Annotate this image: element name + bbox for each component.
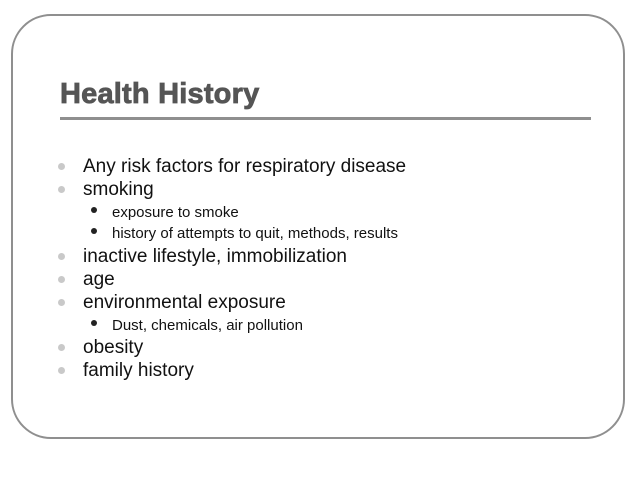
bullet-item-risk-factors: Any risk factors for respiratory disease xyxy=(83,156,407,177)
bullet-item-smoking: smoking xyxy=(83,179,154,200)
bullet-dot-icon xyxy=(58,299,65,306)
bullet-item-environmental-exposure: environmental exposure xyxy=(83,292,286,313)
bullet-dot-icon xyxy=(58,344,65,351)
sub-bullet-dot-icon xyxy=(91,228,97,234)
sub-bullet-dot-icon xyxy=(91,320,97,326)
bullet-item-age: age xyxy=(83,269,115,290)
bullet-dot-icon xyxy=(58,253,65,260)
sub-bullet-item-dust-chemicals: Dust, chemicals, air pollution xyxy=(112,317,303,334)
sub-bullet-item-exposure-smoke: exposure to smoke xyxy=(112,204,239,221)
bullet-dot-icon xyxy=(58,276,65,283)
bullet-item-family-history: family history xyxy=(83,360,194,381)
bullet-item-obesity: obesity xyxy=(83,337,144,358)
bullet-dot-icon xyxy=(58,163,65,170)
sub-bullet-dot-icon xyxy=(91,207,97,213)
bullet-item-inactive-lifestyle: inactive lifestyle, immobilization xyxy=(83,246,347,267)
sub-bullet-item-quit-attempts: history of attempts to quit, methods, results xyxy=(112,225,398,242)
bullet-dot-icon xyxy=(58,367,65,374)
bullet-dot-icon xyxy=(58,186,65,193)
slide-title: Health History xyxy=(60,78,260,110)
